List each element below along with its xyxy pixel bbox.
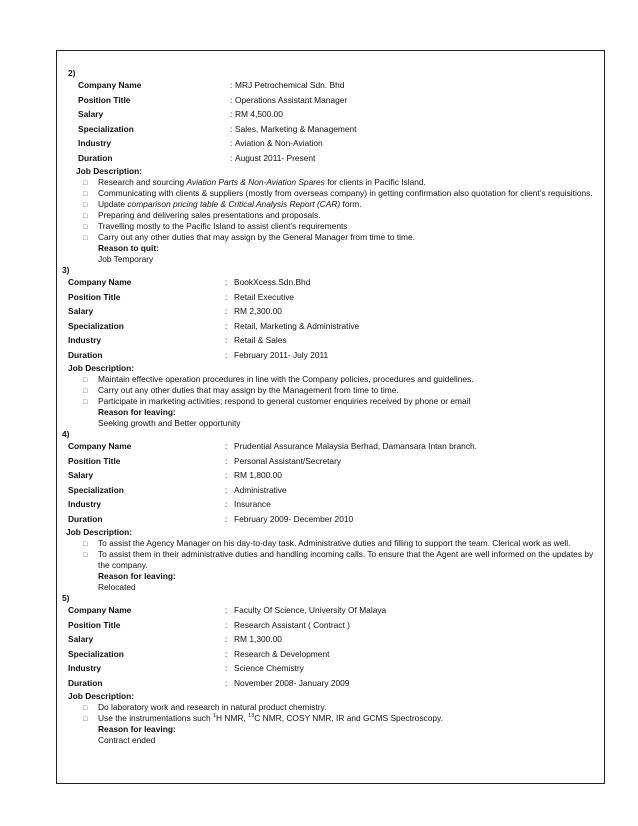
field-value: RM 4,500.00 bbox=[235, 109, 283, 119]
field-row bbox=[58, 633, 602, 648]
job-description-label: Job Description: bbox=[66, 527, 133, 537]
field-label: Duration bbox=[68, 349, 103, 360]
section-number: 4) bbox=[62, 429, 70, 439]
list-item bbox=[58, 702, 602, 713]
resume-experience-content bbox=[58, 68, 602, 746]
field-label: Salary bbox=[78, 109, 104, 119]
field-colon: : bbox=[225, 441, 228, 451]
field-label: Industry bbox=[78, 138, 112, 148]
field-value: RM 2,300.00 bbox=[234, 306, 282, 316]
bullet-icon: □ bbox=[83, 202, 88, 209]
list-item bbox=[58, 538, 602, 549]
field-label: Position Title bbox=[68, 455, 121, 466]
nmr-superscript: 1 bbox=[212, 713, 217, 720]
field-value: Retail, Marketing & Administrative bbox=[234, 320, 360, 331]
field-value: Research Assistant ( Contract ) bbox=[234, 619, 350, 630]
field-colon: : bbox=[225, 291, 228, 302]
field-label: Salary bbox=[68, 634, 94, 644]
reason-label: Reason for leaving: bbox=[98, 571, 176, 581]
field-row bbox=[58, 484, 602, 499]
field-colon: : bbox=[230, 94, 233, 105]
field-colon: : bbox=[225, 306, 228, 316]
bullet-text: Communicating with clients & suppliers (mostly from overseas company) in getting confirmation also quotation for client’s requisitions. bbox=[98, 188, 593, 198]
bullet-text: Research and sourcing bbox=[98, 177, 187, 187]
field-value: Sales, Marketing & Management bbox=[235, 123, 357, 134]
list-item bbox=[58, 210, 602, 221]
field-value: Operations Assistant Manager bbox=[235, 94, 348, 105]
field-colon: : bbox=[225, 677, 228, 688]
field-row bbox=[58, 648, 602, 663]
list-item bbox=[58, 385, 602, 396]
field-colon: : bbox=[225, 335, 228, 345]
field-label: Company Name bbox=[68, 605, 132, 615]
bullet-text: Do laboratory work and research in natural product chemistry. bbox=[98, 702, 327, 712]
field-colon: : bbox=[230, 80, 233, 90]
bullet-text: Update bbox=[98, 199, 128, 209]
bullet-icon: □ bbox=[83, 213, 88, 220]
bullet-icon: □ bbox=[83, 224, 88, 231]
field-colon: : bbox=[230, 138, 233, 148]
bullet-text: Participate in marketing activities; respond to general customer enquiries received by phone or email bbox=[98, 396, 471, 406]
bullet-text: To assist them in their administrative duties and handling incoming calls. To ensure that the Agent are well informed on the updates by the company. bbox=[98, 549, 594, 570]
field-colon: : bbox=[225, 349, 228, 360]
field-label: Salary bbox=[68, 306, 94, 316]
field-label: Industry bbox=[68, 499, 102, 509]
bullet-emphasis: comparison pricing table & Critical Analysis Report (CAR) bbox=[127, 199, 341, 209]
field-row bbox=[58, 79, 602, 94]
field-row bbox=[58, 334, 602, 349]
list-item bbox=[58, 177, 602, 188]
field-row bbox=[58, 662, 602, 677]
field-colon: : bbox=[225, 484, 228, 495]
field-row bbox=[58, 513, 602, 528]
job-description-label: Job Description: bbox=[76, 166, 143, 176]
bullet-icon: □ bbox=[83, 180, 88, 187]
field-label: Industry bbox=[68, 663, 102, 673]
field-row bbox=[58, 108, 602, 123]
experience-section bbox=[58, 68, 602, 265]
list-item bbox=[58, 396, 602, 407]
bullet-text: Maintain effective operation procedures in line with the Company policies, procedures and guidelines. bbox=[98, 374, 474, 384]
field-label: Company Name bbox=[68, 441, 132, 451]
field-row bbox=[58, 455, 602, 470]
field-colon: : bbox=[225, 513, 228, 524]
field-row bbox=[58, 291, 602, 306]
field-row bbox=[58, 305, 602, 320]
field-colon: : bbox=[225, 470, 228, 480]
field-row bbox=[58, 349, 602, 364]
reason-value: Job Temporary bbox=[98, 254, 154, 264]
experience-section bbox=[58, 429, 602, 593]
bullet-text: Carry out any other duties that may assign by the Management from time to time. bbox=[98, 385, 399, 395]
field-label: Company Name bbox=[68, 277, 132, 287]
bullet-icon: □ bbox=[83, 716, 88, 723]
reason-value: Contract ended bbox=[98, 735, 156, 745]
job-description-label: Job Description: bbox=[68, 363, 135, 373]
field-value: February 2011- July 2011 bbox=[234, 349, 329, 360]
nmr-text: C NMR, COSY NMR, IR and GCMS Spectroscopy. bbox=[254, 713, 443, 723]
experience-section bbox=[58, 265, 602, 429]
bullet-icon: □ bbox=[83, 191, 88, 198]
reason-value: Relocated bbox=[98, 582, 136, 592]
field-row bbox=[58, 604, 602, 619]
field-colon: : bbox=[225, 499, 228, 509]
nmr-superscript: 13 bbox=[248, 713, 255, 720]
field-label: Specialization bbox=[78, 123, 134, 134]
job-description-label: Job Description: bbox=[68, 691, 135, 701]
field-row bbox=[58, 276, 602, 291]
field-value: Administrative bbox=[234, 484, 287, 495]
bullet-text: Preparing and delivering sales presentations and proposals. bbox=[98, 210, 321, 220]
section-number: 2) bbox=[68, 68, 76, 78]
list-item bbox=[58, 199, 602, 210]
bullet-text: Carry out any other duties that may assign by the General Manager from time to time. bbox=[98, 232, 415, 242]
field-value: Aviation & Non-Aviation bbox=[235, 138, 323, 148]
field-row bbox=[58, 123, 602, 138]
field-row bbox=[58, 677, 602, 692]
reason-value: Seeking growth and Better opportunity bbox=[98, 418, 241, 428]
field-value: Prudential Assurance Malaysia Berhad, Damansara Intan branch. bbox=[234, 441, 478, 451]
field-value: February 2009- December 2010 bbox=[234, 513, 354, 524]
field-value: BookXcess.Sdn.Bhd bbox=[234, 277, 311, 287]
bullet-text: Travelling mostly to the Pacific Island to assist client’s requirements bbox=[98, 221, 348, 231]
bullet-text-end: for clients in Pacific Island. bbox=[324, 177, 426, 187]
nmr-text: H NMR, bbox=[216, 713, 249, 723]
bullet-emphasis: Aviation Parts & Non-Aviation Spares bbox=[186, 177, 325, 187]
reason-label: Reason to quit: bbox=[98, 243, 159, 253]
field-label: Specialization bbox=[68, 484, 124, 495]
field-value: Faculty Of Science, University Of Malaya bbox=[234, 605, 387, 615]
bullet-text: Use the instrumentations such bbox=[98, 713, 213, 723]
field-label: Position Title bbox=[68, 291, 121, 302]
bullet-icon: □ bbox=[83, 377, 88, 384]
field-colon: : bbox=[225, 455, 228, 466]
field-label: Company Name bbox=[78, 80, 142, 90]
section-number: 3) bbox=[62, 265, 70, 275]
list-item bbox=[58, 713, 602, 724]
field-colon: : bbox=[225, 634, 228, 644]
field-colon: : bbox=[225, 619, 228, 630]
field-value: Science Chemistry bbox=[234, 663, 304, 673]
reason-label: Reason for leaving: bbox=[98, 407, 176, 417]
list-item bbox=[58, 549, 602, 571]
field-label: Specialization bbox=[68, 648, 124, 659]
field-value: Insurance bbox=[234, 499, 271, 509]
field-row bbox=[58, 94, 602, 109]
bullet-icon: □ bbox=[83, 388, 88, 395]
field-colon: : bbox=[230, 123, 233, 134]
field-label: Position Title bbox=[78, 94, 131, 105]
field-colon: : bbox=[225, 320, 228, 331]
field-value: RM 1,800.00 bbox=[234, 470, 282, 480]
field-row bbox=[58, 469, 602, 484]
list-item bbox=[58, 188, 602, 199]
bullet-icon: □ bbox=[83, 705, 88, 712]
reason-label: Reason for leaving: bbox=[98, 724, 176, 734]
field-label: Salary bbox=[68, 470, 94, 480]
list-item bbox=[58, 232, 602, 243]
field-label: Duration bbox=[68, 513, 103, 524]
field-value: Personal Assistant/Secretary bbox=[234, 455, 342, 466]
field-colon: : bbox=[225, 605, 228, 615]
field-row bbox=[58, 320, 602, 335]
field-row bbox=[58, 152, 602, 167]
field-label: Duration bbox=[68, 677, 103, 688]
field-value: RM 1,300.00 bbox=[234, 634, 282, 644]
field-label: Position Title bbox=[68, 619, 121, 630]
bullet-icon: □ bbox=[83, 552, 88, 559]
field-value: Research & Development bbox=[234, 648, 330, 659]
bullet-icon: □ bbox=[83, 541, 88, 548]
field-label: Specialization bbox=[68, 320, 124, 331]
field-row bbox=[58, 440, 602, 455]
field-row bbox=[58, 498, 602, 513]
list-item bbox=[58, 221, 602, 232]
field-colon: : bbox=[230, 152, 233, 163]
field-row bbox=[58, 619, 602, 634]
field-colon: : bbox=[230, 109, 233, 119]
list-item bbox=[58, 374, 602, 385]
bullet-icon: □ bbox=[83, 399, 88, 406]
field-label: Industry bbox=[68, 335, 102, 345]
field-colon: : bbox=[225, 663, 228, 673]
bullet-icon: □ bbox=[83, 235, 88, 242]
field-value: August 2011- Present bbox=[235, 152, 316, 163]
bullet-text: To assist the Agency Manager on his day-to-day task. Administrative duties and filling to support the team. Clerical work as well. bbox=[98, 538, 571, 548]
field-value: Retail & Sales bbox=[234, 335, 287, 345]
section-number: 5) bbox=[62, 593, 70, 603]
field-row bbox=[58, 137, 602, 152]
field-colon: : bbox=[225, 648, 228, 659]
field-colon: : bbox=[225, 277, 228, 287]
field-value: November 2008- January 2009 bbox=[234, 677, 350, 688]
experience-section bbox=[58, 593, 602, 746]
field-value: MRJ Petrochemical Sdn. Bhd bbox=[235, 80, 345, 90]
field-value: Retail Executive bbox=[234, 291, 295, 302]
bullet-text-end: form. bbox=[340, 199, 362, 209]
field-label: Duration bbox=[78, 152, 113, 163]
